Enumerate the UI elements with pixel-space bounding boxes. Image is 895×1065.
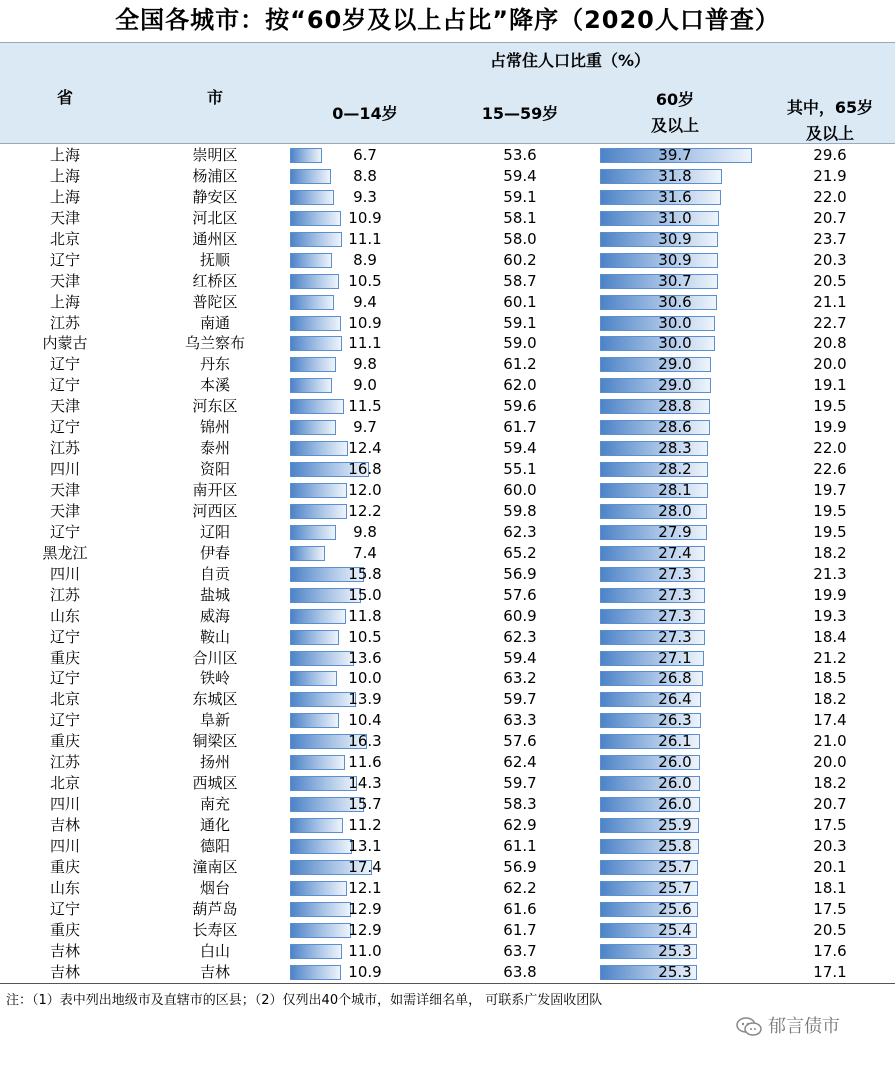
age-15-59-value: 60.9 — [503, 606, 537, 625]
table-row — [0, 752, 895, 773]
city-cell: 鞍山 — [199, 627, 230, 646]
province-cell: 天津 — [49, 208, 80, 227]
header-group: 占常住人口比重（%） — [489, 51, 651, 70]
age-60-value: 31.6 — [658, 187, 692, 206]
city-cell: 自贡 — [199, 564, 230, 583]
age-0-14-value: 10.9 — [348, 962, 382, 981]
city-cell: 资阳 — [199, 460, 230, 479]
age-0-14-value: 15.0 — [348, 585, 382, 604]
province-cell: 重庆 — [49, 920, 80, 939]
table-row — [0, 438, 895, 459]
age-15-59-value: 63.3 — [503, 711, 537, 730]
age-15-59-value: 60.2 — [503, 250, 537, 269]
age-15-59-value: 62.4 — [503, 753, 537, 772]
age-60-value: 27.3 — [658, 606, 692, 625]
age-15-59-value: 60.1 — [503, 292, 537, 311]
province-cell: 北京 — [49, 774, 80, 793]
age-0-14-value: 12.1 — [348, 878, 382, 897]
table-row — [0, 564, 895, 585]
age-0-14-value: 9.4 — [353, 292, 377, 311]
age-65-value: 19.9 — [813, 418, 847, 437]
age-65-value: 20.3 — [813, 836, 847, 855]
province-cell: 重庆 — [49, 857, 80, 876]
age-0-14-value: 9.3 — [353, 187, 377, 206]
city-cell: 葫芦岛 — [192, 899, 238, 918]
city-cell: 丹东 — [199, 355, 230, 374]
age-65-value: 22.0 — [813, 439, 847, 458]
table-row — [0, 375, 895, 396]
age-0-14-value: 7.4 — [353, 543, 377, 562]
age-15-59-value: 61.7 — [503, 920, 537, 939]
table-row — [0, 208, 895, 229]
province-cell: 山东 — [49, 878, 80, 897]
city-cell: 南通 — [199, 313, 230, 332]
province-cell: 北京 — [49, 229, 80, 248]
age-60-value: 30.9 — [658, 229, 692, 248]
age-60-value: 26.0 — [658, 774, 692, 793]
age-65-value: 20.7 — [813, 208, 847, 227]
age-0-14-value: 10.5 — [348, 271, 382, 290]
age-60-value: 30.0 — [658, 313, 692, 332]
city-cell: 东城区 — [192, 690, 238, 709]
province-cell: 辽宁 — [49, 376, 80, 395]
age-0-14-value: 10.0 — [348, 669, 382, 688]
table-row — [0, 166, 895, 187]
age-0-14-value: 6.7 — [353, 146, 377, 164]
age-0-14-value: 9.8 — [353, 522, 377, 541]
city-cell: 通化 — [199, 816, 230, 834]
table-row — [0, 354, 895, 375]
table-row — [0, 731, 895, 752]
age-15-59-value: 62.9 — [503, 816, 537, 834]
age-0-14-value: 10.9 — [348, 313, 382, 332]
age-0-14-value: 9.8 — [353, 355, 377, 374]
province-cell: 四川 — [49, 460, 80, 479]
age-60-value: 25.7 — [658, 878, 692, 897]
age-60-value: 26.0 — [658, 795, 692, 814]
age-0-14-value: 11.1 — [348, 229, 382, 248]
province-cell: 辽宁 — [49, 355, 80, 374]
age-0-14-value: 8.8 — [353, 166, 377, 185]
province-cell: 四川 — [49, 836, 80, 855]
age-60-value: 28.8 — [658, 397, 692, 416]
city-cell: 崇明区 — [192, 146, 238, 164]
age-15-59-value: 61.1 — [503, 836, 537, 855]
header-age-65-line1: 其中，65岁 — [786, 98, 874, 117]
city-cell: 铁岭 — [199, 669, 230, 688]
age-0-14-value: 16.3 — [348, 732, 382, 751]
province-cell: 黑龙江 — [42, 543, 88, 562]
province-cell: 天津 — [49, 481, 80, 499]
city-cell: 红桥区 — [192, 271, 238, 290]
table-bottom-border — [0, 983, 895, 984]
table-row — [0, 543, 895, 564]
province-cell: 上海 — [49, 166, 80, 185]
age-0-14-value: 12.9 — [348, 899, 382, 918]
city-cell: 西城区 — [192, 774, 238, 793]
age-15-59-value: 63.2 — [503, 669, 537, 688]
city-cell: 合川区 — [192, 648, 238, 667]
age-60-value: 28.0 — [658, 501, 692, 520]
age-65-value: 20.5 — [813, 271, 847, 290]
age-65-value: 20.3 — [813, 250, 847, 269]
age-15-59-value: 62.3 — [503, 522, 537, 541]
table-row — [0, 522, 895, 543]
age-60-value: 28.3 — [658, 439, 692, 458]
table-row — [0, 689, 895, 710]
age-15-59-value: 63.8 — [503, 962, 537, 981]
city-cell: 德阳 — [199, 836, 230, 855]
province-cell: 上海 — [49, 146, 80, 164]
age-15-59-value: 59.1 — [503, 313, 537, 332]
age-65-value: 19.5 — [813, 522, 847, 541]
age-65-value: 18.4 — [813, 627, 847, 646]
province-cell: 上海 — [49, 292, 80, 311]
age-65-value: 17.5 — [813, 816, 847, 834]
table-row — [0, 857, 895, 878]
province-cell: 四川 — [49, 564, 80, 583]
city-cell: 抚顺 — [199, 250, 230, 269]
city-cell: 盐城 — [199, 585, 230, 604]
header-age-65-line2: 及以上 — [805, 124, 854, 143]
age-60-value: 28.1 — [658, 481, 692, 499]
age-0-14-value: 11.2 — [348, 816, 382, 834]
age-15-59-value: 61.6 — [503, 899, 537, 918]
age-65-value: 20.0 — [813, 355, 847, 374]
table-row — [0, 941, 895, 962]
table-row — [0, 501, 895, 522]
city-cell: 白山 — [199, 941, 230, 960]
header-age-60-line1: 60岁 — [655, 90, 695, 109]
age-65-value: 22.6 — [813, 460, 847, 479]
age-65-value: 21.2 — [813, 648, 847, 667]
age-60-value: 31.0 — [658, 208, 692, 227]
province-cell: 辽宁 — [49, 522, 80, 541]
age-60-value: 25.9 — [658, 816, 692, 834]
city-cell: 铜梁区 — [192, 732, 238, 751]
age-15-59-value: 56.9 — [503, 857, 537, 876]
table-row — [0, 836, 895, 857]
age-65-value: 17.1 — [813, 962, 847, 981]
table-row — [0, 773, 895, 794]
age-15-59-value: 58.0 — [503, 229, 537, 248]
city-cell: 伊春 — [199, 543, 230, 562]
city-cell: 通州区 — [192, 229, 238, 248]
age-0-14-value: 10.9 — [348, 208, 382, 227]
age-0-14-value: 11.6 — [348, 753, 382, 772]
age-65-value: 21.9 — [813, 166, 847, 185]
age-60-value: 27.3 — [658, 585, 692, 604]
city-cell: 锦州 — [199, 418, 230, 437]
age-15-59-value: 59.6 — [503, 397, 537, 416]
watermark-text: 郁言债市 — [768, 1016, 840, 1037]
age-0-14-value: 9.7 — [353, 418, 377, 437]
province-cell: 江苏 — [49, 585, 80, 604]
city-cell: 南开区 — [192, 481, 238, 499]
province-cell: 辽宁 — [49, 899, 80, 918]
province-cell: 辽宁 — [49, 418, 80, 437]
age-65-value: 29.6 — [813, 146, 847, 164]
city-cell: 阜新 — [199, 711, 230, 730]
watermark — [736, 1012, 840, 1038]
city-cell: 吉林 — [199, 962, 230, 981]
age-65-value: 22.0 — [813, 187, 847, 206]
age-60-value: 26.0 — [658, 753, 692, 772]
age-0-14-value: 12.9 — [348, 920, 382, 939]
age-0-14-value: 9.0 — [353, 376, 377, 395]
age-65-value: 18.2 — [813, 774, 847, 793]
table-row — [0, 878, 895, 899]
age-0-14-value: 11.0 — [348, 941, 382, 960]
table-row — [0, 187, 895, 208]
age-60-value: 28.2 — [658, 460, 692, 479]
age-65-value: 20.0 — [813, 753, 847, 772]
age-60-value: 30.0 — [658, 334, 692, 353]
table-row — [0, 145, 895, 166]
age-0-14-value: 8.9 — [353, 250, 377, 269]
age-15-59-value: 62.2 — [503, 878, 537, 897]
age-0-14-value: 12.2 — [348, 501, 382, 520]
age-60-value: 25.7 — [658, 857, 692, 876]
age-15-59-value: 58.3 — [503, 795, 537, 814]
table-row — [0, 920, 895, 941]
age-65-value: 20.7 — [813, 795, 847, 814]
age-0-14-value: 12.0 — [348, 481, 382, 499]
city-cell: 威海 — [199, 606, 230, 625]
footnote: 注：（1）表中列出地级市及直辖市的区县；（2）仅列出40个城市，如需详细名单， 可联系广发固收团队 — [6, 993, 603, 1008]
age-15-59-value: 59.7 — [503, 690, 537, 709]
province-cell: 天津 — [49, 397, 80, 416]
age-65-value: 18.5 — [813, 669, 847, 688]
table-row — [0, 229, 895, 250]
age-15-59-value: 60.0 — [503, 481, 537, 499]
age-15-59-value: 61.7 — [503, 418, 537, 437]
age-65-value: 20.5 — [813, 920, 847, 939]
province-cell: 北京 — [49, 690, 80, 709]
city-cell: 河西区 — [192, 501, 238, 520]
header-province: 省 — [56, 88, 73, 107]
age-60-value: 30.6 — [658, 292, 692, 311]
table-row — [0, 710, 895, 731]
table-row — [0, 417, 895, 438]
age-60-value: 25.4 — [658, 920, 692, 939]
age-15-59-value: 56.9 — [503, 564, 537, 583]
age-0-14-value: 11.1 — [348, 334, 382, 353]
city-cell: 泰州 — [199, 439, 230, 458]
age-60-value: 27.1 — [658, 648, 692, 667]
age-15-59-value: 59.8 — [503, 501, 537, 520]
age-65-value: 21.1 — [813, 292, 847, 311]
age-65-value: 19.9 — [813, 585, 847, 604]
age-0-14-value: 13.6 — [348, 648, 382, 667]
province-cell: 山东 — [49, 606, 80, 625]
city-cell: 长寿区 — [192, 920, 238, 939]
age-65-value: 21.3 — [813, 564, 847, 583]
table-row — [0, 292, 895, 313]
age-15-59-value: 59.1 — [503, 187, 537, 206]
province-cell: 内蒙古 — [42, 334, 88, 353]
city-cell: 扬州 — [199, 753, 230, 772]
age-15-59-value: 61.2 — [503, 355, 537, 374]
header-age-15-59: 15—59岁 — [481, 104, 559, 123]
age-15-59-value: 57.6 — [503, 732, 537, 751]
age-65-value: 19.7 — [813, 481, 847, 499]
city-cell: 烟台 — [199, 878, 230, 897]
age-65-value: 20.1 — [813, 857, 847, 876]
table-row — [0, 627, 895, 648]
table-row — [0, 899, 895, 920]
age-60-value: 27.9 — [658, 522, 692, 541]
table-row — [0, 668, 895, 689]
age-60-value: 30.9 — [658, 250, 692, 269]
age-15-59-value: 57.6 — [503, 585, 537, 604]
age-65-value: 20.8 — [813, 334, 847, 353]
age-60-value: 26.3 — [658, 711, 692, 730]
age-60-value: 26.8 — [658, 669, 692, 688]
age-65-value: 19.5 — [813, 501, 847, 520]
age-0-14-value: 14.3 — [348, 774, 382, 793]
age-0-14-value: 16.8 — [348, 460, 382, 479]
table-row — [0, 333, 895, 354]
city-cell: 河东区 — [192, 397, 238, 416]
table-row — [0, 480, 895, 501]
province-cell: 辽宁 — [49, 669, 80, 688]
age-0-14-value: 11.5 — [348, 397, 382, 416]
age-15-59-value: 59.0 — [503, 334, 537, 353]
province-cell: 吉林 — [49, 816, 80, 834]
city-cell: 潼南区 — [192, 857, 238, 876]
age-65-value: 19.1 — [813, 376, 847, 395]
age-60-value: 29.0 — [658, 355, 692, 374]
table-row — [0, 459, 895, 480]
age-65-value: 23.7 — [813, 229, 847, 248]
age-60-value: 26.4 — [658, 690, 692, 709]
age-0-14-value: 10.4 — [348, 711, 382, 730]
province-cell: 辽宁 — [49, 711, 80, 730]
age-15-59-value: 59.4 — [503, 439, 537, 458]
province-cell: 天津 — [49, 271, 80, 290]
table-title: 全国各城市：按“60岁及以上占比”降序（2020人口普查） — [115, 6, 780, 34]
table-row — [0, 271, 895, 292]
city-cell: 本溪 — [199, 376, 230, 395]
age-65-value: 21.0 — [813, 732, 847, 751]
age-65-value: 17.4 — [813, 711, 847, 730]
table-row — [0, 648, 895, 669]
age-60-value: 39.7 — [658, 146, 692, 164]
table-row — [0, 794, 895, 815]
age-60-value: 27.3 — [658, 564, 692, 583]
city-cell: 辽阳 — [199, 522, 230, 541]
table-header — [0, 42, 895, 144]
table-row — [0, 585, 895, 606]
age-65-value: 22.7 — [813, 313, 847, 332]
age-65-value: 19.3 — [813, 606, 847, 625]
province-cell: 江苏 — [49, 753, 80, 772]
age-15-59-value: 59.4 — [503, 648, 537, 667]
age-60-value: 25.6 — [658, 899, 692, 918]
age-65-value: 18.2 — [813, 543, 847, 562]
age-60-value: 29.0 — [658, 376, 692, 395]
city-cell: 静安区 — [192, 187, 238, 206]
city-cell: 乌兰察布 — [184, 334, 245, 353]
age-60-value: 25.8 — [658, 836, 692, 855]
table-body — [0, 145, 895, 983]
age-0-14-value: 10.5 — [348, 627, 382, 646]
header-age-0-14: 0—14岁 — [332, 104, 398, 123]
age-15-59-value: 59.7 — [503, 774, 537, 793]
province-cell: 吉林 — [49, 962, 80, 981]
table-row — [0, 396, 895, 417]
age-15-59-value: 62.0 — [503, 376, 537, 395]
age-60-value: 25.3 — [658, 941, 692, 960]
age-0-14-value: 13.1 — [348, 836, 382, 855]
city-cell: 南充 — [199, 795, 230, 814]
age-15-59-value: 65.2 — [503, 543, 537, 562]
age-15-59-value: 62.3 — [503, 627, 537, 646]
age-60-value: 31.8 — [658, 166, 692, 185]
province-cell: 天津 — [49, 501, 80, 520]
province-cell: 四川 — [49, 795, 80, 814]
age-15-59-value: 63.7 — [503, 941, 537, 960]
table-row — [0, 606, 895, 627]
province-cell: 辽宁 — [49, 627, 80, 646]
province-cell: 上海 — [49, 187, 80, 206]
province-cell: 重庆 — [49, 648, 80, 667]
city-cell: 普陀区 — [192, 292, 238, 311]
province-cell: 辽宁 — [49, 250, 80, 269]
city-cell: 杨浦区 — [192, 166, 238, 185]
wechat-icon — [736, 1017, 762, 1037]
age-15-59-value: 58.7 — [503, 271, 537, 290]
age-60-value: 28.6 — [658, 418, 692, 437]
age-15-59-value: 58.1 — [503, 208, 537, 227]
age-15-59-value: 53.6 — [503, 146, 537, 164]
age-0-14-value: 11.8 — [348, 606, 382, 625]
age-15-59-value: 59.4 — [503, 166, 537, 185]
province-cell: 江苏 — [49, 313, 80, 332]
age-60-value: 27.3 — [658, 627, 692, 646]
province-cell: 重庆 — [49, 732, 80, 751]
age-0-14-value: 17.4 — [348, 857, 382, 876]
age-60-value: 30.7 — [658, 271, 692, 290]
header-city: 市 — [206, 88, 223, 107]
age-15-59-value: 55.1 — [503, 460, 537, 479]
table-row — [0, 815, 895, 836]
age-65-value: 18.2 — [813, 690, 847, 709]
age-65-value: 18.1 — [813, 878, 847, 897]
city-cell: 河北区 — [192, 208, 238, 227]
table-row — [0, 313, 895, 334]
header-age-60-line2: 及以上 — [650, 116, 699, 135]
province-cell: 吉林 — [49, 941, 80, 960]
province-cell: 江苏 — [49, 439, 80, 458]
age-65-value: 17.5 — [813, 899, 847, 918]
age-65-value: 17.6 — [813, 941, 847, 960]
table-row — [0, 962, 895, 983]
table-row — [0, 250, 895, 271]
age-60-value: 26.1 — [658, 732, 692, 751]
age-0-14-value: 13.9 — [348, 690, 382, 709]
age-60-value: 27.4 — [658, 543, 692, 562]
age-60-value: 25.3 — [658, 962, 692, 981]
age-65-value: 19.5 — [813, 397, 847, 416]
age-0-14-value: 15.7 — [348, 795, 382, 814]
age-0-14-value: 15.8 — [348, 564, 382, 583]
age-0-14-value: 12.4 — [348, 439, 382, 458]
